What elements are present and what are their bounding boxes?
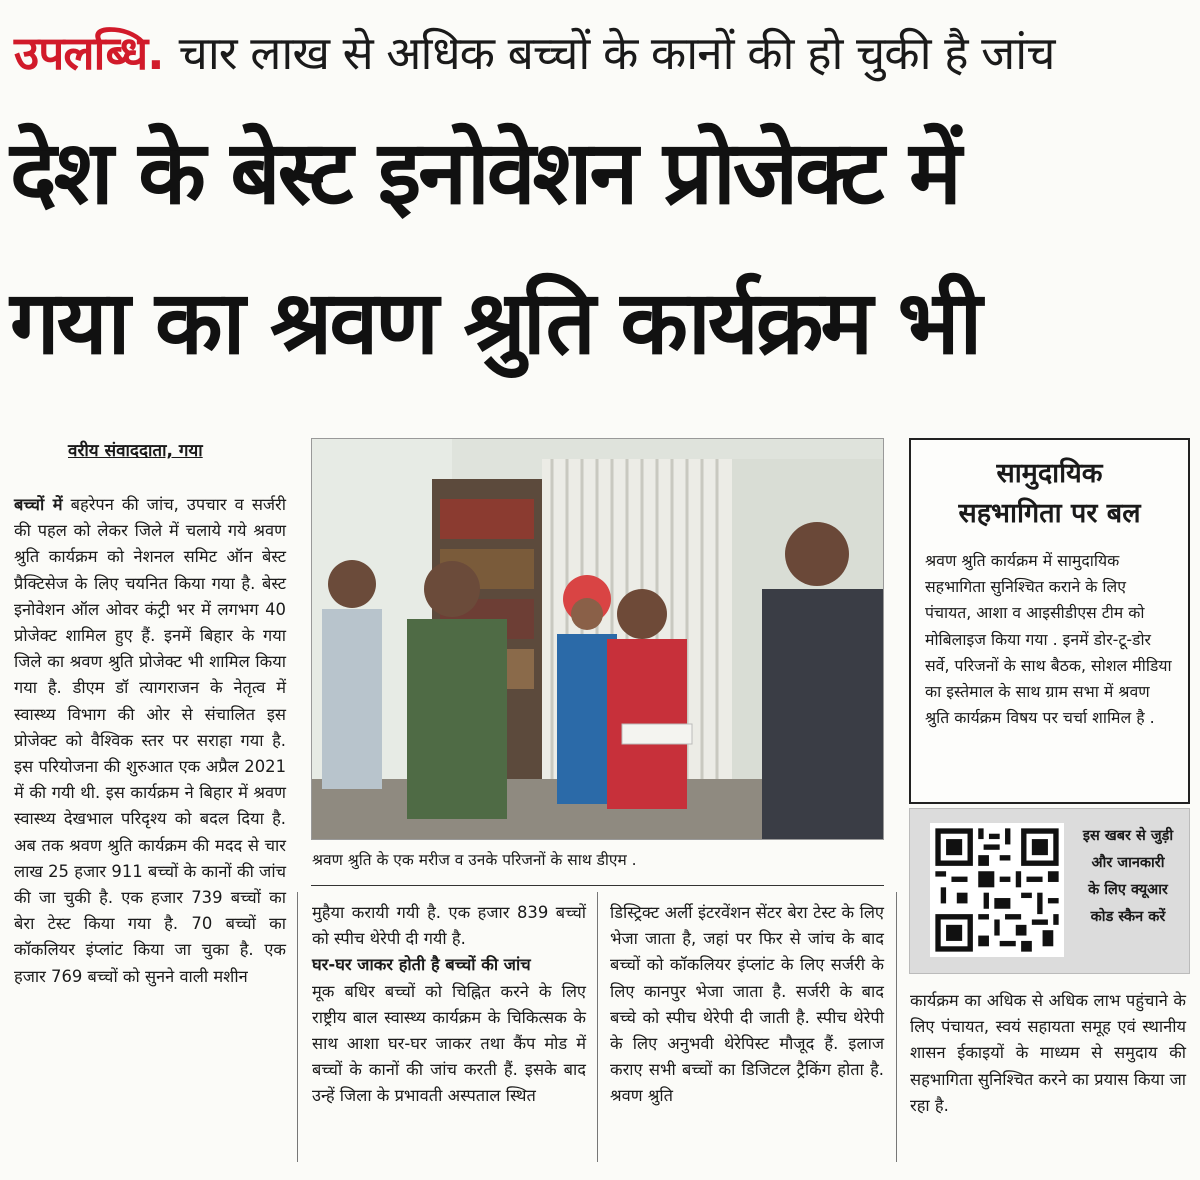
qr-line-4: कोड स्कैन करें — [1090, 909, 1166, 925]
qr-code-icon[interactable] — [930, 823, 1064, 957]
column-2-text-continued: मूक बधिर बच्चों को चिह्नित करने के लिए राष्ट्रीय बाल स्वास्थ्य कार्यक्रम के चिकित्सक के साथ आशा घर-घर जाकर तथा कैंप मोड में बच्चों के कानों की जांच करती हैं. इसके बाद उन्हें जिला के प्रभावती अस्पताल स्थित — [312, 981, 586, 1106]
article-column-4 — [910, 988, 1186, 1119]
column-divider — [597, 892, 598, 1162]
headline-line-1: देश के बेस्ट इनोवेशन प्रोजेक्ट में — [10, 121, 959, 224]
kicker-text: चार लाख से अधिक बच्चों के कानों की हो चुकी है जांच — [178, 26, 1055, 80]
headline-line-2: गया का श्रवण श्रुति कार्यक्रम भी — [10, 271, 980, 374]
subhead: घर-घर जाकर होती है बच्चों की जांच — [312, 955, 531, 975]
kicker-line — [14, 18, 1186, 88]
byline: वरीय संवाददाता, गया — [68, 441, 203, 461]
qr-instruction — [1072, 823, 1184, 931]
column-divider — [297, 892, 298, 1162]
article-column-1 — [14, 492, 286, 990]
column-divider — [896, 892, 897, 1162]
divider-rule — [311, 885, 884, 886]
qr-line-3: के लिए क्यूआर — [1088, 882, 1168, 898]
news-photo — [311, 438, 884, 840]
qr-panel — [909, 808, 1190, 974]
sidebar-title-line-1: सामुदायिक — [996, 458, 1103, 489]
sidebar-body: श्रवण श्रुति कार्यक्रम में सामुदायिक सहभागिता सुनिश्चित कराने के लिए पंचायत, आशा व आइसीडीएस टीम को मोबिलाइज किया गया . इनमें डोर-टू-डोर सर्वे, परिजनों के साथ बैठक, सोशल मीडिया का इस्तेमाल के साथ ग्राम सभा में श्रवण श्रुति कार्यक्रम विषय पर चर्चा शामिल है . — [925, 551, 1172, 728]
lead-words: बच्चों में — [14, 495, 63, 514]
photo-illustration — [312, 439, 883, 839]
qr-line-2: और जानकारी — [1091, 855, 1165, 871]
article-column-3 — [610, 900, 884, 1110]
kicker-label: उपलब्धि. — [14, 26, 164, 80]
column-1-text: बहरेपन की जांच, उपचार व सर्जरी की पहल को लेकर जिले में चलाये गये श्रवण श्रुति कार्यक्रम को नेशनल समिट ऑन बेस्ट प्रैक्टिसेज के लिए चयनित किया गया है. बेस्ट इनोवेशन ऑल ओवर कंट्री भर में लगभग 40 प्रोजेक्ट शामिल हुए हैं. इनमें बिहार के गया जिले का श्रवण श्रुति प्रोजेक्ट भी शामिल किया गया है. डीएम डॉ त्यागराजन के नेतृत्व में स्वास्थ्य विभाग की ओर से संचालित इस प्रोजेक्ट को वैश्विक स्तर पर सराहा गया है. इस परियोजना की शुरुआत एक अप्रैल 2021 में की गयी थी. इस कार्यक्रम ने बिहार में श्रवण स्वास्थ्य देखभाल परिदृश्य को बदल दिया है. अब तक श्रवण श्रुति कार्यक्रम की मदद से चार लाख 25 हजार 911 बच्चों के कानों की जांच की जा चुकी है. एक हजार 739 बच्चों का बेरा टेस्ट किया गया है. 70 बच्चों का कॉकलियर इंप्लांट किया जा चुका है. एक हजार 769 बच्चों को सुनने वाली मशीन — [14, 495, 287, 986]
article-column-2 — [312, 900, 586, 1110]
column-2-text: मुहैया करायी गयी है. एक हजार 839 बच्चों को स्पीच थेरेपी दी गयी है. — [312, 903, 586, 949]
sidebar-title-line-2: सहभागिता पर बल — [958, 498, 1141, 529]
sidebar-title — [911, 454, 1188, 534]
photo-caption: श्रवण श्रुति के एक मरीज व उनके परिजनों के साथ डीएम . — [312, 851, 637, 869]
qr-line-1: इस खबर से जुड़ी — [1082, 828, 1174, 844]
sidebar-box — [909, 438, 1190, 804]
column-4-text: कार्यक्रम का अधिक से अधिक लाभ पहुंचाने के लिए पंचायत, स्वयं सहायता समूह एवं स्थानीय शासन ईकाइयों के माध्यम से समुदाय की सहभागिता सुनिश्चित करने का प्रयास किया जा रहा है. — [910, 991, 1186, 1115]
column-3-text: डिस्ट्रिक्ट अर्ली इंटरवेंशन सेंटर बेरा टेस्ट के लिए भेजा जाता है, जहां पर फिर से जांच के बाद बच्चों को कॉकलियर इंप्लांट के लिए सर्जरी के लिए कानपुर भेजा जाता है. सर्जरी के बाद बच्चे को स्पीच थेरेपी दी जाती है. स्पीच थेरेपी के लिए अनुभवी थेरेपिस्ट मौजूद हैं. इलाज कराए सभी बच्चों का डिजिटल ट्रैकिंग होता है. श्रवण श्रुति — [610, 903, 884, 1106]
